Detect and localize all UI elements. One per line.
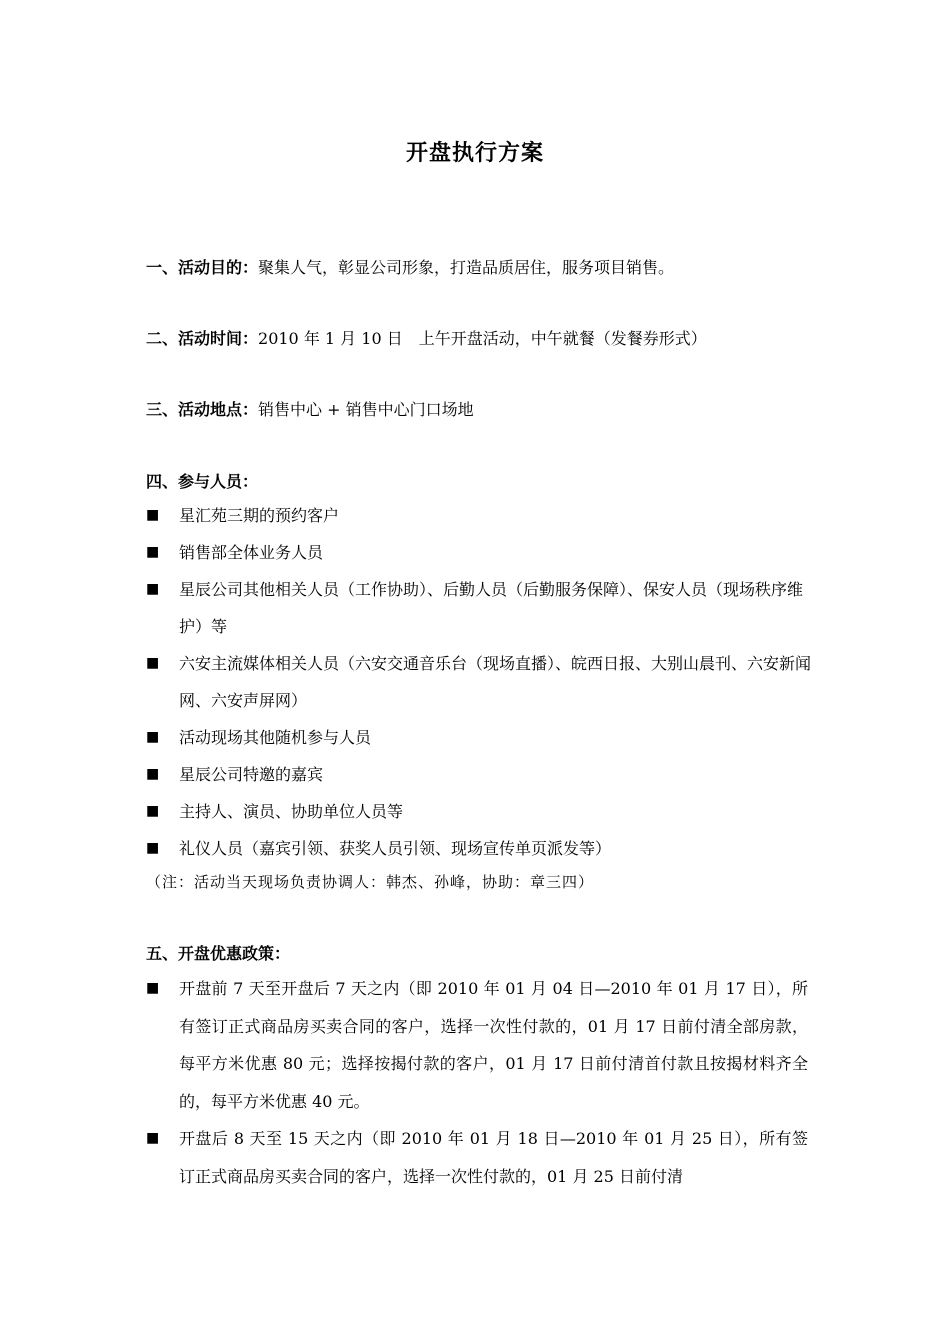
section-policy: [146, 942, 816, 966]
bullet-square-icon: ■: [146, 655, 160, 671]
participant-text: 礼仪人员（嘉宾引领、获奖人员引领、现场宣传单页派发等）: [179, 839, 612, 858]
participant-text: 活动现场其他随机参与人员: [179, 728, 372, 747]
list-item: [146, 497, 816, 534]
list-item: [146, 756, 816, 793]
bullet-square-icon: ■: [146, 803, 160, 819]
bullet-square-icon: ■: [146, 766, 160, 782]
participant-text: 主持人、演员、协助单位人员等: [179, 802, 404, 821]
bullet-square-icon: ■: [146, 581, 160, 597]
section-time-label: 二、活动时间：: [146, 329, 259, 348]
policy-text: 开盘前 7 天至开盘后 7 天之内（即 2010 年 01 月 04 日—2010 年 01 月 17 日），所有签订正式商品房买卖合同的客户，选择一次性付款的，01 月 17 日前付清全部房款，每平方米优惠 80 元；选择按揭付款的客户，01 月 17 日前付清首付款且按揭材料齐全的，每平方米优惠 40 元。: [179, 979, 808, 1111]
policy-text: 开盘后 8 天至 15 天之内（即 2010 年 01 月 18 日—2010 年 01 月 25 日），所有签订正式商品房买卖合同的客户，选择一次性付款的，01 月 25 日前付清: [179, 1129, 808, 1186]
list-item: [146, 793, 816, 830]
bullet-square-icon: ■: [146, 544, 160, 560]
bullet-square-icon: ■: [146, 729, 160, 745]
section-time-text: 2010 年 1 月 10 日 上午开盘活动，中午就餐（发餐券形式）: [258, 329, 707, 348]
section-participants: [146, 470, 816, 494]
list-item: [146, 970, 808, 1120]
section-purpose-label: 一、活动目的：: [146, 258, 259, 277]
list-item: [146, 571, 816, 645]
coordinator-note: （注：活动当天现场负责协调人：韩杰、孙峰，协助：章三四）: [146, 873, 595, 891]
section-place-label: 三、活动地点：: [146, 400, 259, 419]
section-purpose: [146, 256, 816, 280]
section-purpose-text: 聚集人气，彰显公司形象，打造品质居住，服务项目销售。: [258, 258, 675, 277]
document-title: 开盘执行方案: [405, 141, 544, 166]
section-participants-label: 四、参与人员：: [146, 472, 259, 491]
list-item: [146, 830, 816, 867]
bullet-square-icon: ■: [146, 507, 160, 523]
list-item: [146, 719, 816, 756]
participants-list: [146, 497, 816, 867]
section-time: [146, 327, 816, 351]
list-item: [146, 534, 816, 571]
section-policy-label: 五、开盘优惠政策：: [146, 944, 291, 963]
policy-list: [146, 970, 808, 1195]
bullet-square-icon: ■: [146, 1130, 160, 1146]
bullet-square-icon: ■: [146, 980, 160, 996]
participant-text: 星辰公司特邀的嘉宾: [179, 765, 324, 784]
section-place: [146, 398, 816, 422]
list-item: [146, 1120, 808, 1195]
participant-text: 销售部全体业务人员: [179, 543, 324, 562]
participant-text: 星辰公司其他相关人员（工作协助）、后勤人员（后勤服务保障）、保安人员（现场秩序维护）等: [179, 580, 804, 636]
bullet-square-icon: ■: [146, 840, 160, 856]
participant-text: 星汇苑三期的预约客户: [179, 506, 340, 525]
list-item: [146, 645, 816, 719]
section-place-text: 销售中心 + 销售中心门口场地: [258, 400, 474, 419]
participant-text: 六安主流媒体相关人员（六安交通音乐台（现场直播）、皖西日报、大别山晨刊、六安新闻网、六安声屏网）: [179, 654, 812, 710]
